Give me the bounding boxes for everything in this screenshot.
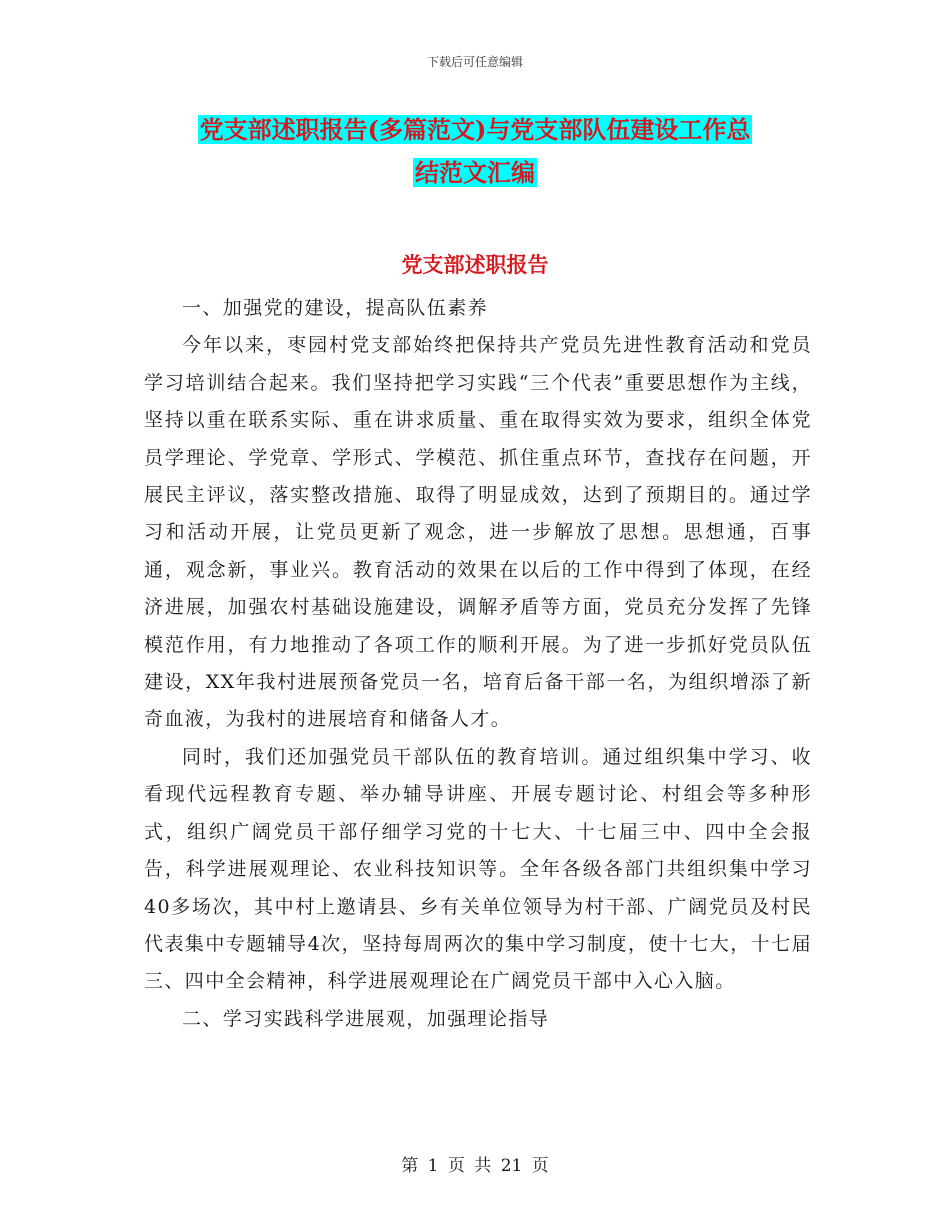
title-line-2: 结范文汇编 (415, 158, 535, 187)
heading-1: 一、加强党的建设，提高队伍素养 (182, 297, 489, 319)
header-note: 下载后可任意编辑 (426, 55, 523, 69)
document-title (0, 108, 950, 194)
paragraph-2: 同时，我们还加强党员干部队伍的教育培训。通过组织集中学习、收看现代远程教育专题、举办辅导讲座、开展专题讨论、村组会等多种形式，组织广阔党员干部仔细学习党的十七大、十七届三中、四中全会报告，科学进展观理论、农业科技知识等。全年各级各部门共组织集中学习40多场次，其中村上邀请县、乡有关单位领导为村干部、广阔党员及村民代表集中专题辅导4次，坚持每周两次的集中学习制度，使十七大，十七届三、四中全会精神，科学进展观理论在广阔党员干部中入心入脑。 (144, 745, 812, 993)
paragraph-1: 今年以来，枣园村党支部始终把保持共产党员先进性教育活动和党员学习培训结合起来。我们坚持把学习实践“三个代表”重要思想作为主线，坚持以重在联系实际、重在讲求质量、重在取得实效为要求，组织全体党员学理论、学党章、学形式、学模范、抓住重点环节，查找存在问题，开展民主评议，落实整改措施、取得了明显成效，达到了预期目的。通过学习和活动开展，让党员更新了观念，进一步解放了思想。思想通，百事通，观念新，事业兴。教育活动的效果在以后的工作中得到了体现，在经济进展，加强农村基础设施建设，调解矛盾等方面，党员充分发挥了先锋模范作用，有力地推动了各项工作的顺利开展。为了进一步抓好党员队伍建设，XX年我村进展预备党员一名，培育后备干部一名，为组织增添了新奇血液，为我村的进展培育和储备人才。 (144, 334, 812, 731)
page-footer: 第 1 页 共 21 页 (401, 1156, 549, 1176)
title-line-1: 党支部述职报告(多篇范文)与党支部队伍建设工作总 (199, 115, 751, 144)
section-title: 党支部述职报告 (401, 252, 549, 277)
heading-2: 二、学习实践科学进展观，加强理论指导 (182, 1007, 550, 1030)
document-body (144, 290, 812, 1038)
